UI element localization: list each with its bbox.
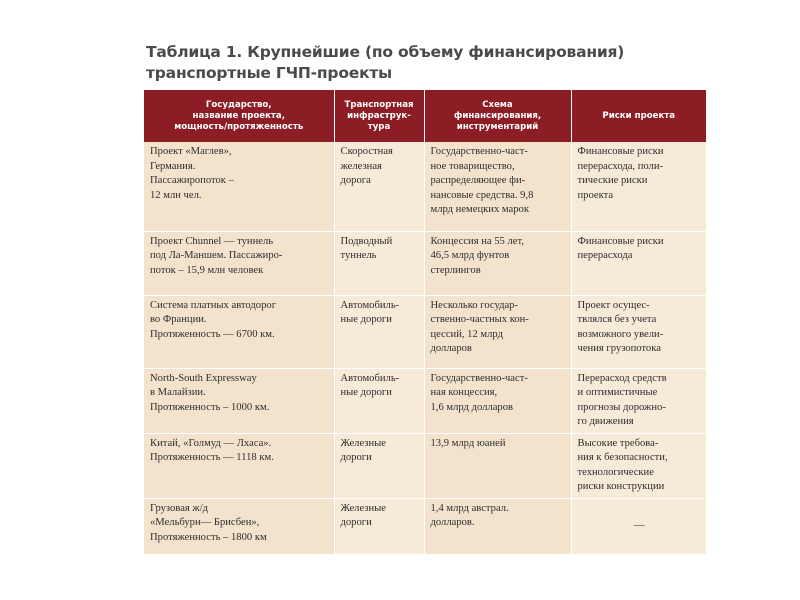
table-row — [144, 433, 706, 498]
cell-infrastructure: Подводный туннель — [334, 231, 424, 295]
cell-financing: Несколько государ- ственно-частных кон- цессий, 12 млрд долларов — [424, 295, 571, 368]
cell-financing: 13,9 млрд юаней — [424, 433, 571, 498]
cell-project: Грузовая ж/д «Мельбурн— Брисбен», Протяженность – 1800 км — [144, 498, 334, 554]
cell-project: Проект «Маглев», Германия. Пассажиропоток – 12 млн чел. — [144, 142, 334, 231]
table-row — [144, 295, 706, 368]
table-row — [144, 231, 706, 295]
header-infrastructure: Транспортная инфраструк- тура — [334, 90, 424, 142]
document-page — [144, 42, 706, 555]
header-project-risks: Риски проекта — [571, 90, 706, 142]
table-header-row — [144, 90, 706, 142]
cell-infrastructure: Автомобиль- ные дороги — [334, 295, 424, 368]
table-row — [144, 498, 706, 554]
cell-project: Система платных автодорог во Франции. Протяженность — 6700 км. — [144, 295, 334, 368]
cell-project: Китай, «Голмуд — Лхаса». Протяженность — 1118 км. — [144, 433, 334, 498]
table-caption: Таблица 1. Крупнейшие (по объему финансирования) транспортные ГЧП-проекты — [146, 43, 625, 82]
header-financing-scheme: Схема финансирования, инструментарий — [424, 90, 571, 142]
cell-financing: Государственно-част- ное товарищество, распределяющее фи- нансовые средства. 9,8 млрд немецких марок — [424, 142, 571, 231]
cell-risks: Проект осущес- твлялся без учета возможного увели- чения грузопотока — [571, 295, 706, 368]
cell-financing: 1,4 млрд австрал. долларов. — [424, 498, 571, 554]
cell-infrastructure: Железные дороги — [334, 433, 424, 498]
cell-financing: Государственно-част- ная концессия, 1,6 млрд долларов — [424, 368, 571, 433]
cell-project: Проект Chunnel — туннель под Ла-Маншем. Пассажиро- поток – 15,9 млн человек — [144, 231, 334, 295]
cell-infrastructure: Железные дороги — [334, 498, 424, 554]
cell-project: North-South Expressway в Малайзии. Протяженность – 1000 км. — [144, 368, 334, 433]
table-row — [144, 142, 706, 231]
cell-infrastructure: Автомобиль- ные дороги — [334, 368, 424, 433]
cell-financing: Концессия на 55 лет, 46,5 млрд фунтов стерлингов — [424, 231, 571, 295]
cell-risks: Финансовые риски перерасхода — [571, 231, 706, 295]
cell-risks: Финансовые риски перерасхода, поли- тические риски проекта — [571, 142, 706, 231]
cell-risks: Высокие требова- ния к безопасности, технологические риски конструкции — [571, 433, 706, 498]
ppp-projects-table — [144, 90, 706, 555]
cell-risks: Перерасход средств и оптимистичные прогнозы дорожно- го движения — [571, 368, 706, 433]
cell-infrastructure: Скоростная железная дорога — [334, 142, 424, 231]
table-row — [144, 368, 706, 433]
cell-risks: — — [571, 498, 706, 554]
header-country-project: Государство, название проекта, мощность/протяженность — [144, 90, 334, 142]
